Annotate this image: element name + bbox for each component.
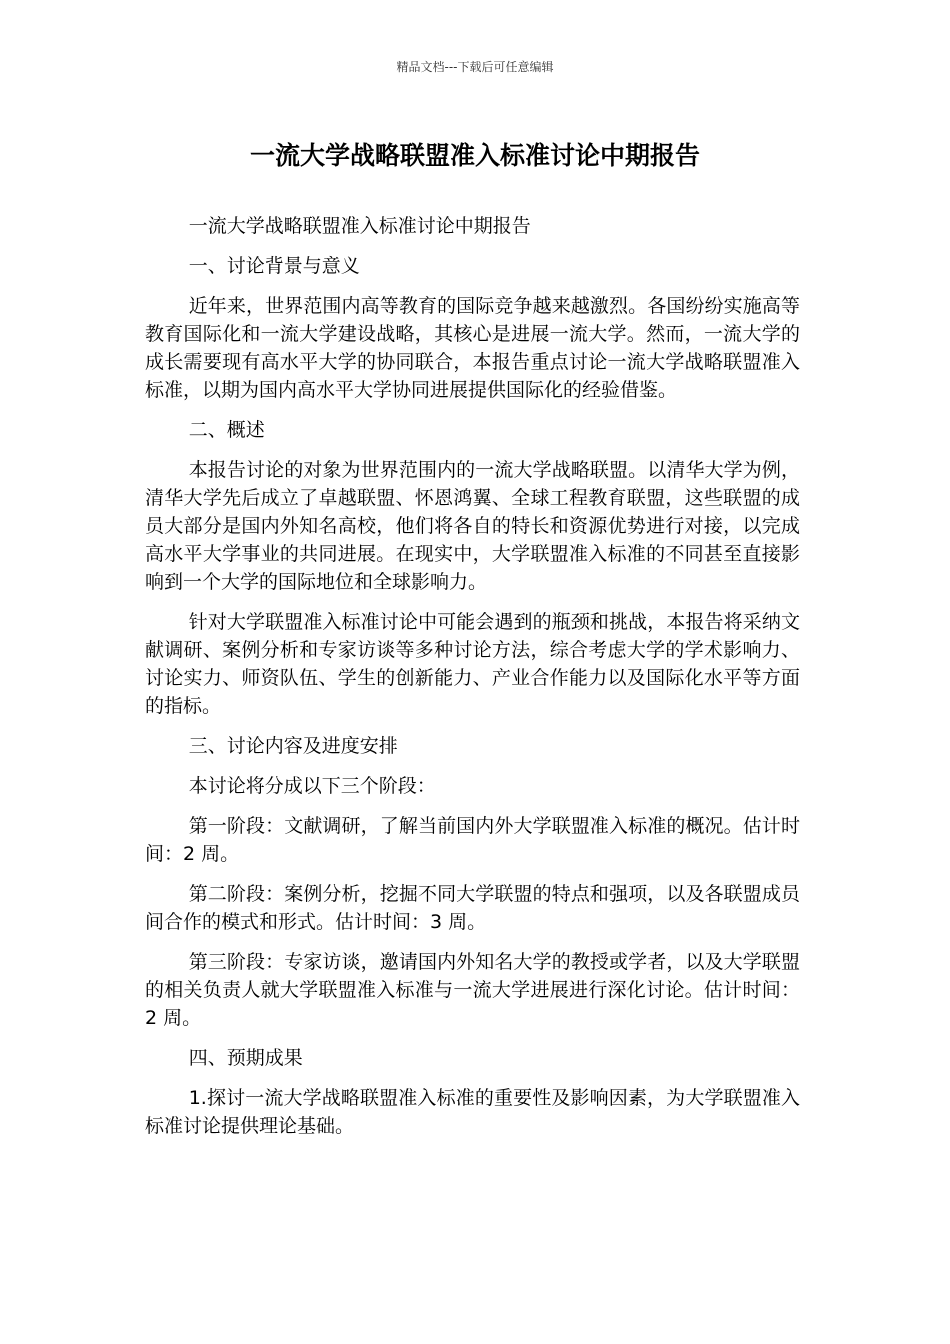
paragraph-background: 近年来，世界范围内高等教育的国际竞争越来越激烈。各国纷纷实施高等教育国际化和一流大学建设战略，其核心是进展一流大学。然而，一流大学的成长需要现有高水平大学的协同联合，本报告重点讨论一流大学战略联盟准入标准，以期为国内高水平大学协同进展提供国际化的经验借鉴。 bbox=[145, 295, 800, 401]
section-heading-background: 一、讨论背景与意义 bbox=[188, 255, 360, 277]
document-body bbox=[145, 212, 800, 1152]
section-heading-overview: 二、概述 bbox=[188, 419, 265, 441]
paragraph-methods: 针对大学联盟准入标准讨论中可能会遇到的瓶颈和挑战，本报告将采纳文献调研、案例分析和专家访谈等多种讨论方法，综合考虑大学的学术影响力、讨论实力、师资队伍、学生的创新能力、产业合作能力以及国际化水平等方面的指标。 bbox=[145, 611, 800, 717]
paragraph-stage-two: 第二阶段：案例分析，挖掘不同大学联盟的特点和强项，以及各联盟成员间合作的模式和形式。估计时间：3 周。 bbox=[145, 883, 800, 933]
paragraph-outcome-one: 1.探讨一流大学战略联盟准入标准的重要性及影响因素，为大学联盟准入标准讨论提供理论基础。 bbox=[145, 1087, 800, 1137]
paragraph-stage-three: 第三阶段：专家访谈，邀请国内外知名大学的教授或学者，以及大学联盟的相关负责人就大学联盟准入标准与一流大学进展进行深化讨论。估计时间：2 周。 bbox=[145, 951, 800, 1029]
header-note: 精品文档---下载后可任意编辑 bbox=[396, 60, 554, 74]
paragraph-stage-one: 第一阶段：文献调研，了解当前国内外大学联盟准入标准的概况。估计时间：2 周。 bbox=[145, 815, 800, 865]
document-title: 一流大学战略联盟准入标准讨论中期报告 bbox=[249, 141, 700, 170]
section-heading-outcomes: 四、预期成果 bbox=[188, 1047, 303, 1069]
paragraph-subtitle: 一流大学战略联盟准入标准讨论中期报告 bbox=[188, 215, 531, 237]
paragraph-overview: 本报告讨论的对象为世界范围内的一流大学战略联盟。以清华大学为例，清华大学先后成立了卓越联盟、怀恩鸿翼、全球工程教育联盟，这些联盟的成员大部分是国内外知名高校，他们将各自的特长和资源优势进行对接，以完成高水平大学事业的共同进展。在现实中，大学联盟准入标准的不同甚至直接影响到一个大学的国际地位和全球影响力。 bbox=[145, 459, 800, 593]
section-heading-schedule: 三、讨论内容及进度安排 bbox=[188, 735, 398, 757]
paragraph-stages-intro: 本讨论将分成以下三个阶段： bbox=[188, 775, 436, 797]
